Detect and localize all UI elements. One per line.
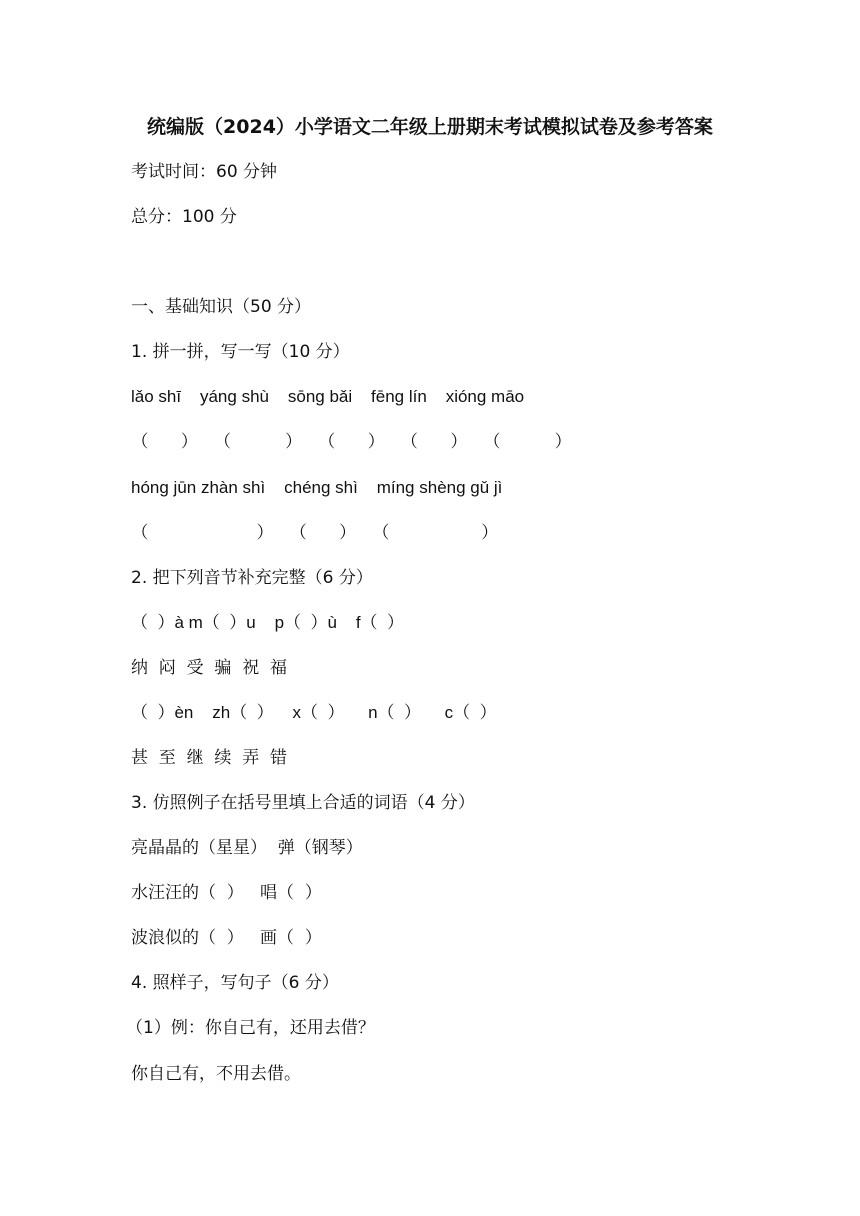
- question-2-characters-row-1: 纳 闷 受 骗 祝 福: [131, 658, 288, 678]
- question-4-sub-1-answer: 你自己有，不用去借。: [131, 1064, 301, 1084]
- question-2-syllables-row-2: （ ）èn zh（ ） x（ ） n（ ） c（ ）: [131, 703, 497, 722]
- question-1-blanks-row-1: （ ） （ ） （ ） （ ） （ ）: [126, 432, 572, 452]
- question-2-syllables-row-1: （ ）à m（ ）u p（ ）ù f（ ）: [131, 613, 404, 632]
- question-4-heading: 4. 照样子，写句子（6 分）: [131, 973, 339, 993]
- question-4-sub-1-example: （1）例：你自己有，还用去借？: [126, 1018, 375, 1038]
- page-title: 统编版（2024）小学语文二年级上册期末考试模拟试卷及参考答案: [147, 116, 713, 138]
- total-score: 总分：100 分: [131, 207, 237, 227]
- question-3-line-2: 波浪似的（ ） 画（ ）: [131, 928, 322, 948]
- exam-time: 考试时间：60 分钟: [131, 162, 278, 182]
- question-1-blanks-row-2: （ ） （ ） （ ）: [126, 523, 499, 543]
- question-1-pinyin-row-1: lǎo shī yáng shù sōng bǎi fēng lín xióng māo: [131, 387, 525, 406]
- question-1-heading: 1. 拼一拼，写一写（10 分）: [131, 342, 350, 362]
- question-3-line-1: 水汪汪的（ ） 唱（ ）: [131, 883, 322, 903]
- question-2-characters-row-2: 甚 至 继 续 弄 错: [131, 748, 288, 768]
- question-3-heading: 3. 仿照例子在括号里填上合适的词语（4 分）: [131, 793, 475, 813]
- question-2-heading: 2. 把下列音节补充完整（6 分）: [131, 568, 373, 588]
- question-1-pinyin-row-2: hóng jūn zhàn shì chéng shì míng shèng gǔ jì: [131, 478, 503, 497]
- section-heading-basic-knowledge: 一、基础知识（50 分）: [131, 297, 312, 317]
- question-3-example: 亮晶晶的（星星） 弹（钢琴）: [131, 838, 363, 858]
